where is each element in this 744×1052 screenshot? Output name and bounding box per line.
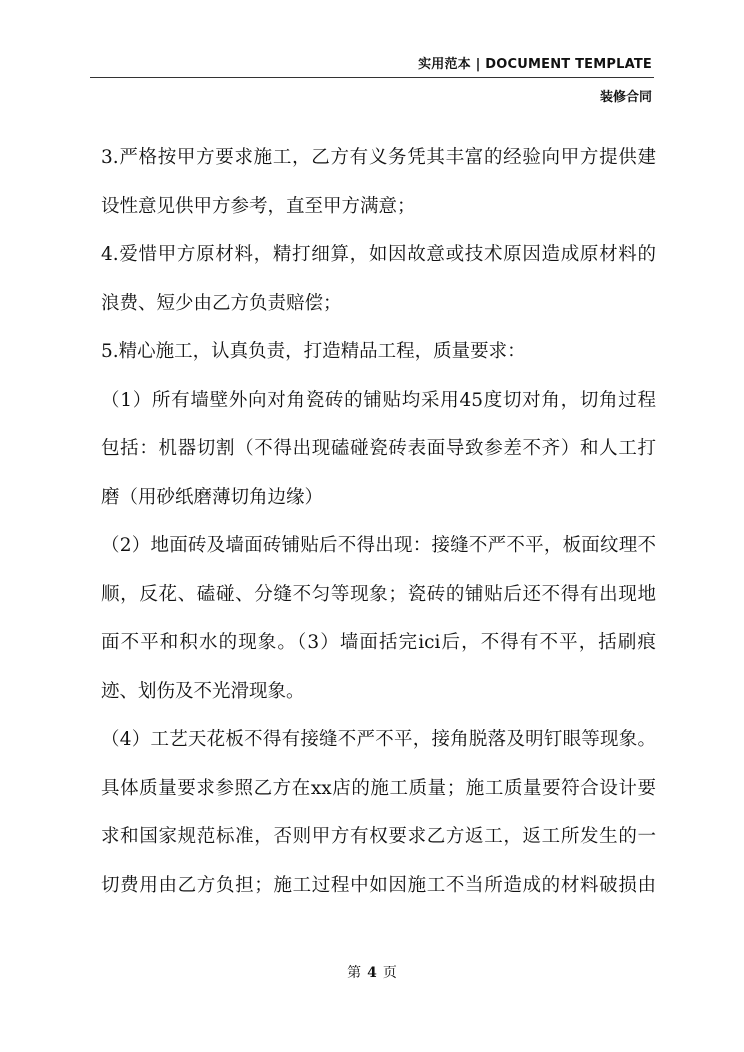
text-line: 设性意见供甲方参考，直至甲方满意；: [101, 195, 416, 217]
page-number: 4: [367, 965, 377, 981]
text-line: 4.爱惜甲方原材料，精打细算，如因故意或技术原因造成原材料的: [101, 244, 656, 265]
header-title: 实用范本 | DOCUMENT TEMPLATE: [418, 57, 652, 72]
text-line: 迹、划伤及不光滑现象。: [101, 680, 305, 702]
page-footer: [0, 962, 744, 982]
text-line: 求和国家规范标准，否则甲方有权要求乙方返工，返工所发生的一: [101, 826, 656, 847]
text-line: 浪费、短少由乙方负责赔偿；: [101, 292, 342, 314]
header-subtitle: 装修合同: [599, 90, 652, 105]
text-line: 5.精心施工，认真负责，打造精品工程，质量要求：: [101, 341, 526, 362]
text-line: （2）地面砖及墙面砖铺贴后不得出现：接缝不严不平，板面纹理不: [101, 535, 656, 556]
text-line: 具体质量要求参照乙方在xx店的施工质量；施工质量要符合设计要: [101, 777, 656, 799]
text-line: 包括：机器切割（不得出现磕碰瓷砖表面导致参差不齐）和人工打: [101, 438, 656, 459]
text-line: （4）工艺天花板不得有接缝不严不平，接角脱落及明钉眼等现象。: [101, 729, 656, 750]
page-label-prefix: 第: [347, 965, 362, 981]
text-line: （1）所有墙壁外向对角瓷砖的铺贴均采用45度切对角，切角过程: [101, 389, 656, 411]
text-line: 切费用由乙方负担；施工过程中如因施工不当所造成的材料破损由: [101, 874, 656, 896]
text-line: 面不平和积水的现象。（3）墙面括完ici后，不得有不平，括刷痕: [101, 632, 656, 653]
page-label-suffix: 页: [382, 965, 397, 981]
text-line: 3.严格按甲方要求施工，乙方有义务凭其丰富的经验向甲方提供建: [101, 147, 656, 168]
text-line: 顺，反花、磕碰、分缝不匀等现象；瓷砖的铺贴后还不得有出现地: [101, 583, 656, 605]
document-body: [101, 134, 656, 910]
header-divider: [90, 77, 654, 78]
text-line: 磨（用砂纸磨薄切角边缘）: [101, 486, 324, 508]
